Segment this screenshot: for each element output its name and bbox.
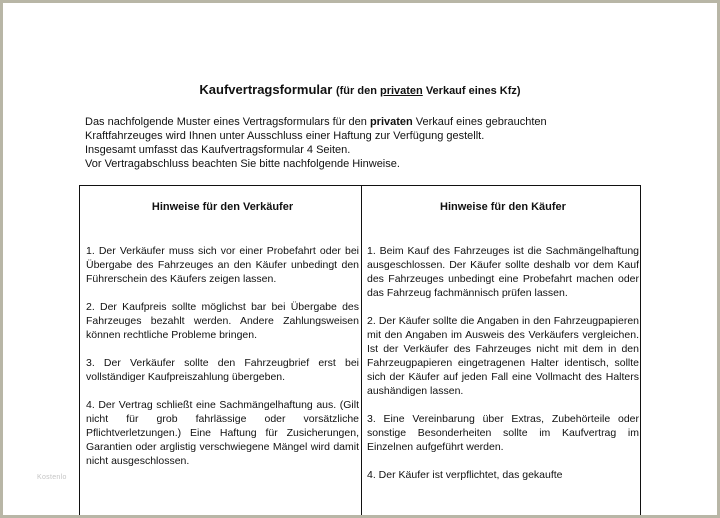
buyer-hint-2: 2. Der Käufer sollte die Angaben in den Fahrzeugpapieren mit den Angaben im Ausweis des Verkäufers vergleichen. Ist der Verkäufer des Fahrzeuges nicht mit dem in den Fahrzeugpapieren eingetragenen Halter identisch, sollte sich der Käufer auf jeden Fall eine Vollmacht des Halters aushändigen lassen. (367, 315, 639, 397)
intro-text (85, 115, 645, 171)
intro-line-1-post: Verkauf eines gebrauchten (412, 116, 547, 128)
buyer-hint-1: 1. Beim Kauf des Fahrzeuges ist die Sachmängelhaftung ausgeschlossen. Der Käufer sollte deshalb vor dem Kauf des Fahrzeuges unbedingt eine Probefahrt machen oder das Fahrzeug fachmännisch prüfen lassen. (367, 245, 639, 299)
buyer-hints-list (367, 244, 639, 482)
intro-line-1 (85, 115, 645, 129)
subtitle-pre: (für den (335, 85, 380, 97)
subtitle-post: Verkauf eines Kfz) (422, 85, 521, 97)
subtitle-underlined: privaten (379, 85, 423, 97)
seller-hint-4: 4. Der Vertrag schließt eine Sachmängelhaftung aus. (Gilt nicht für grob fahrlässige oder vorsätzliche Pflichtverletzungen.) Eine Haftung für Zusicherungen, Garantien oder arglistig verschwiegene Mängel wird damit nicht ausgeschlossen. (86, 399, 359, 467)
intro-line-2: Kraftfahrzeuges wird Ihnen unter Ausschluss einer Haftung zur Verfügung gestellt. (85, 130, 485, 142)
seller-hint-3: 3. Der Verkäufer sollte den Fahrzeugbrief erst bei vollständiger Kaufpreiszahlung übergeben. (86, 357, 359, 383)
intro-line-1-pre: Das nachfolgende Muster eines Vertragsformulars für den (85, 116, 370, 128)
watermark-text: Kostenlo (37, 474, 67, 481)
seller-hints-column (86, 186, 359, 518)
seller-hint-1: 1. Der Verkäufer muss sich vor einer Probefahrt oder bei Übergabe des Fahrzeuges an den Käufer unbedingt den Führerschein des Käufers zeigen lassen. (86, 245, 359, 285)
table-divider (361, 186, 362, 518)
title-subtitle (336, 85, 521, 97)
intro-line-4: Vor Vertragabschluss beachten Sie bitte nachfolgende Hinweise. (85, 158, 400, 170)
hints-table (79, 185, 641, 518)
title-main: Kaufvertragsformular (199, 82, 333, 97)
seller-hint-2: 2. Der Kaufpreis sollte möglichst bar bei Übergabe des Fahrzeuges bezahlt werden. Andere Zahlungsweisen können rechtliche Probleme bringen. (86, 301, 359, 341)
buyer-hints-heading: Hinweise für den Käufer (440, 201, 566, 213)
seller-hints-heading: Hinweise für den Verkäufer (151, 201, 294, 213)
seller-hints-list (86, 244, 359, 468)
buyer-hint-4: 4. Der Käufer ist verpflichtet, das gekaufte (367, 469, 563, 481)
intro-line-1-bold: privaten (369, 116, 413, 128)
document-title (3, 82, 717, 97)
intro-line-3: Insgesamt umfasst das Kaufvertragsformular 4 Seiten. (85, 144, 351, 156)
buyer-hints-column (367, 186, 639, 518)
buyer-hint-3: 3. Eine Vereinbarung über Extras, Zubehörteile oder sonstige Besonderheiten sollte im Kaufvertrag im Einzelnen aufgeführt werden. (367, 413, 639, 453)
